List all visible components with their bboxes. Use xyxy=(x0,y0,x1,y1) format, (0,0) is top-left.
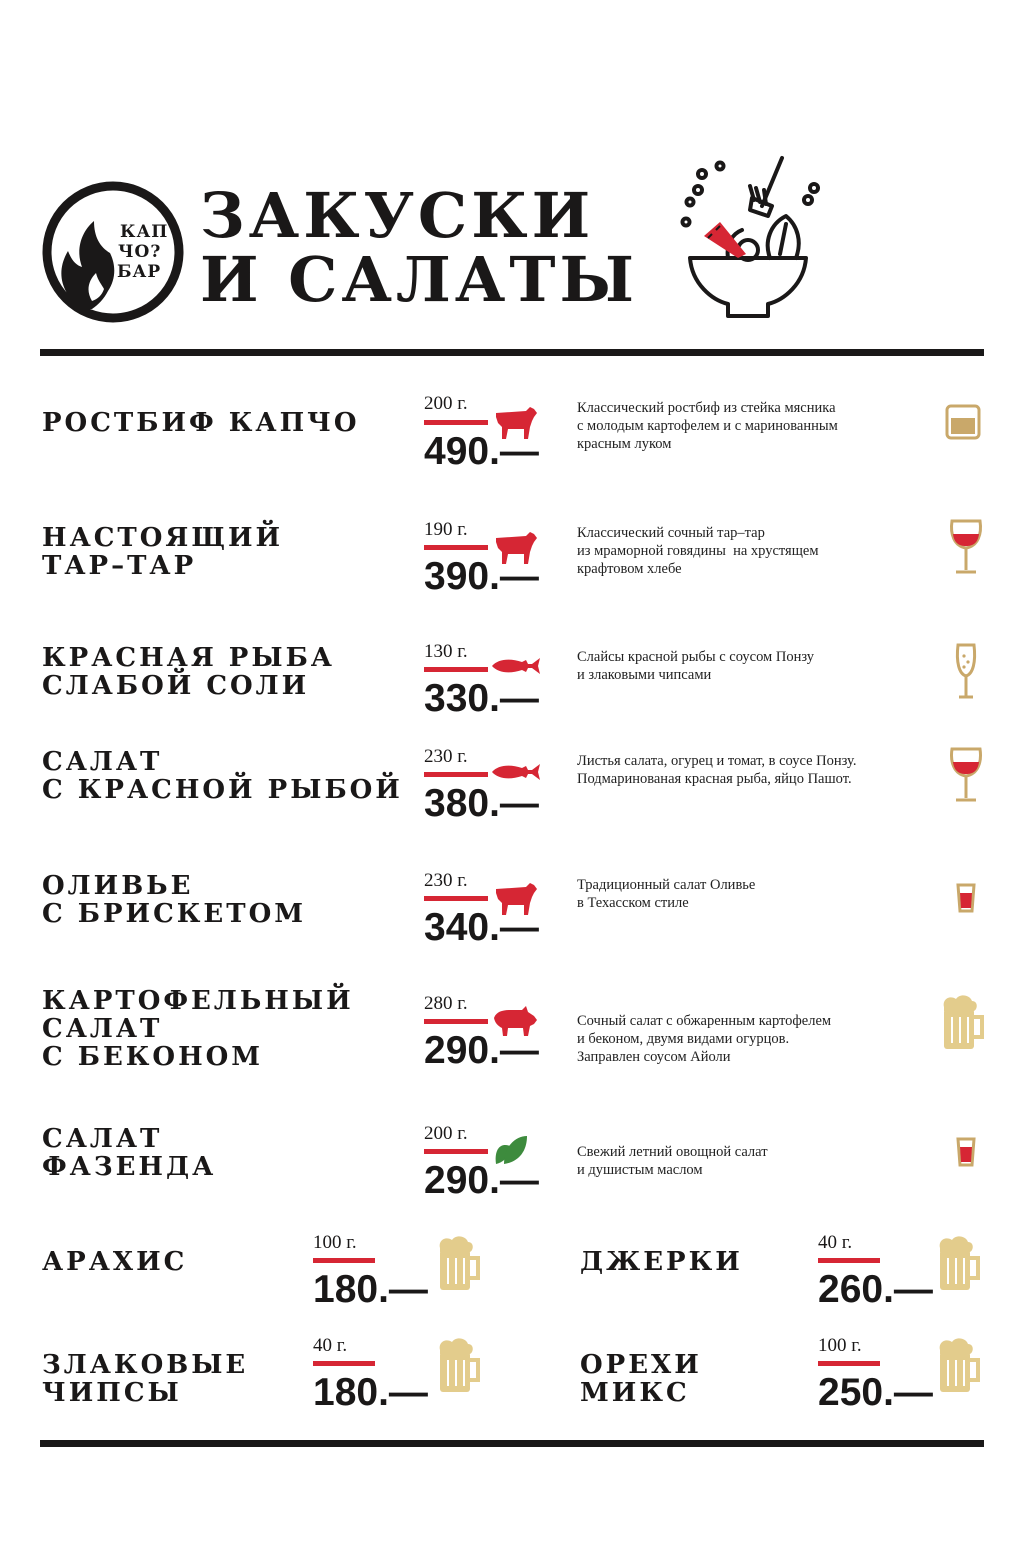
dish-name: САЛАТ ФАЗЕНДА xyxy=(42,1124,217,1182)
snack-price: 260.— xyxy=(818,1268,933,1311)
dish-price: 490.— xyxy=(424,430,539,473)
weight-underline xyxy=(424,545,488,550)
weight-underline xyxy=(818,1258,880,1263)
weight-underline xyxy=(313,1258,375,1263)
dish-name: РОСТБИФ КАПЧО xyxy=(42,408,360,438)
dish-weight: 230 г. xyxy=(424,870,468,891)
dish-weight: 230 г. xyxy=(424,746,468,767)
dish-weight: 200 г. xyxy=(424,1123,468,1144)
logo-line-1: КАП xyxy=(120,222,169,242)
dish-name: НАСТОЯЩИЙ ТАР–ТАР xyxy=(42,523,284,581)
shot-glass-icon xyxy=(956,1137,976,1167)
weight-underline xyxy=(313,1361,375,1366)
dish-weight: 200 г. xyxy=(424,393,468,414)
fish-icon xyxy=(490,762,542,782)
leaf-icon xyxy=(494,1134,528,1166)
snack-price: 250.— xyxy=(818,1371,933,1414)
snack-weight: 40 г. xyxy=(313,1335,348,1356)
page-title xyxy=(200,179,638,316)
logo-line-3: БАР xyxy=(117,262,162,282)
title-line-1: ЗАКУСКИ xyxy=(200,179,595,252)
beer-mug-icon xyxy=(436,1234,480,1292)
dish-description: Классический ростбиф из стейка мясника с молодым картофелем и с маринованным красным луком xyxy=(577,400,838,452)
snack-weight: 100 г. xyxy=(313,1232,357,1253)
dish-name: КРАСНАЯ РЫБА СЛАБОЙ СОЛИ xyxy=(42,643,335,701)
cow-icon xyxy=(494,881,538,915)
flame-icon xyxy=(61,221,114,309)
weight-underline xyxy=(424,420,488,425)
snack-name: ОРЕХИ МИКС xyxy=(580,1350,702,1408)
snack-price: 180.— xyxy=(313,1371,428,1414)
beer-mug-icon xyxy=(940,993,984,1051)
champagne-glass-icon xyxy=(953,642,979,700)
red-wine-glass-icon xyxy=(948,518,984,576)
dish-price: 330.— xyxy=(424,677,539,720)
snack-weight: 40 г. xyxy=(818,1232,853,1253)
salad-bowl-icon xyxy=(668,150,828,325)
dish-price: 290.— xyxy=(424,1159,539,1202)
cow-icon xyxy=(494,530,538,564)
dish-name: КАРТОФЕЛЬНЫЙ САЛАТ С БЕКОНОМ xyxy=(42,986,354,1072)
pig-icon xyxy=(492,1006,538,1036)
dish-description: Слайсы красной рыбы с соусом Понзу и злаковыми чипсами xyxy=(577,649,815,683)
weight-underline xyxy=(424,667,488,672)
beer-mug-icon xyxy=(936,1234,980,1292)
beer-mug-icon xyxy=(936,1336,980,1394)
red-wine-glass-icon xyxy=(948,746,984,804)
dish-weight: 190 г. xyxy=(424,519,468,540)
weight-underline xyxy=(818,1361,880,1366)
dish-price: 380.— xyxy=(424,782,539,825)
dish-description: Листья салата, огурец и томат, в соусе Понзу. Подмаринованая красная рыба, яйцо Пашот. xyxy=(577,753,857,787)
weight-underline xyxy=(424,772,488,777)
dish-name: ОЛИВЬЕ С БРИСКЕТОМ xyxy=(42,871,307,929)
bottom-divider xyxy=(40,1440,984,1447)
weight-underline xyxy=(424,1019,488,1024)
dish-description: Свежий летний овощной салат и душистым маслом xyxy=(577,1144,768,1178)
logo-line-2: ЧО? xyxy=(118,242,162,262)
kapcho-bar-logo xyxy=(42,181,184,323)
dish-price: 340.— xyxy=(424,906,539,949)
snack-weight: 100 г. xyxy=(818,1335,862,1356)
snack-price: 180.— xyxy=(313,1268,428,1311)
snack-name: АРАХИС xyxy=(42,1247,188,1277)
title-line-2: И САЛАТЫ xyxy=(200,243,638,316)
beer-mug-icon xyxy=(436,1336,480,1394)
snack-name: ДЖЕРКИ xyxy=(580,1247,743,1277)
snack-name: ЗЛАКОВЫЕ ЧИПСЫ xyxy=(42,1350,249,1408)
dish-weight: 130 г. xyxy=(424,641,468,662)
fish-icon xyxy=(490,656,542,676)
dish-description: Классический сочный тар–тар из мраморной говядины на хрустящем крафтовом хлебе xyxy=(577,525,819,577)
weight-underline xyxy=(424,896,488,901)
dish-price: 290.— xyxy=(424,1029,539,1072)
dish-weight: 280 г. xyxy=(424,993,468,1014)
whisky-glass-icon xyxy=(944,403,982,441)
dish-description: Традиционный салат Оливье в Техасском стиле xyxy=(577,877,756,911)
weight-underline xyxy=(424,1149,488,1154)
dish-description: Сочный салат с обжаренным картофелем и беконом, двумя видами огурцов. Заправлен соусом Айоли xyxy=(577,1013,832,1065)
shot-glass-icon xyxy=(956,883,976,913)
top-divider xyxy=(40,349,984,356)
dish-price: 390.— xyxy=(424,555,539,598)
cow-icon xyxy=(494,405,538,439)
dish-name: САЛАТ С КРАСНОЙ РЫБОЙ xyxy=(42,747,403,805)
